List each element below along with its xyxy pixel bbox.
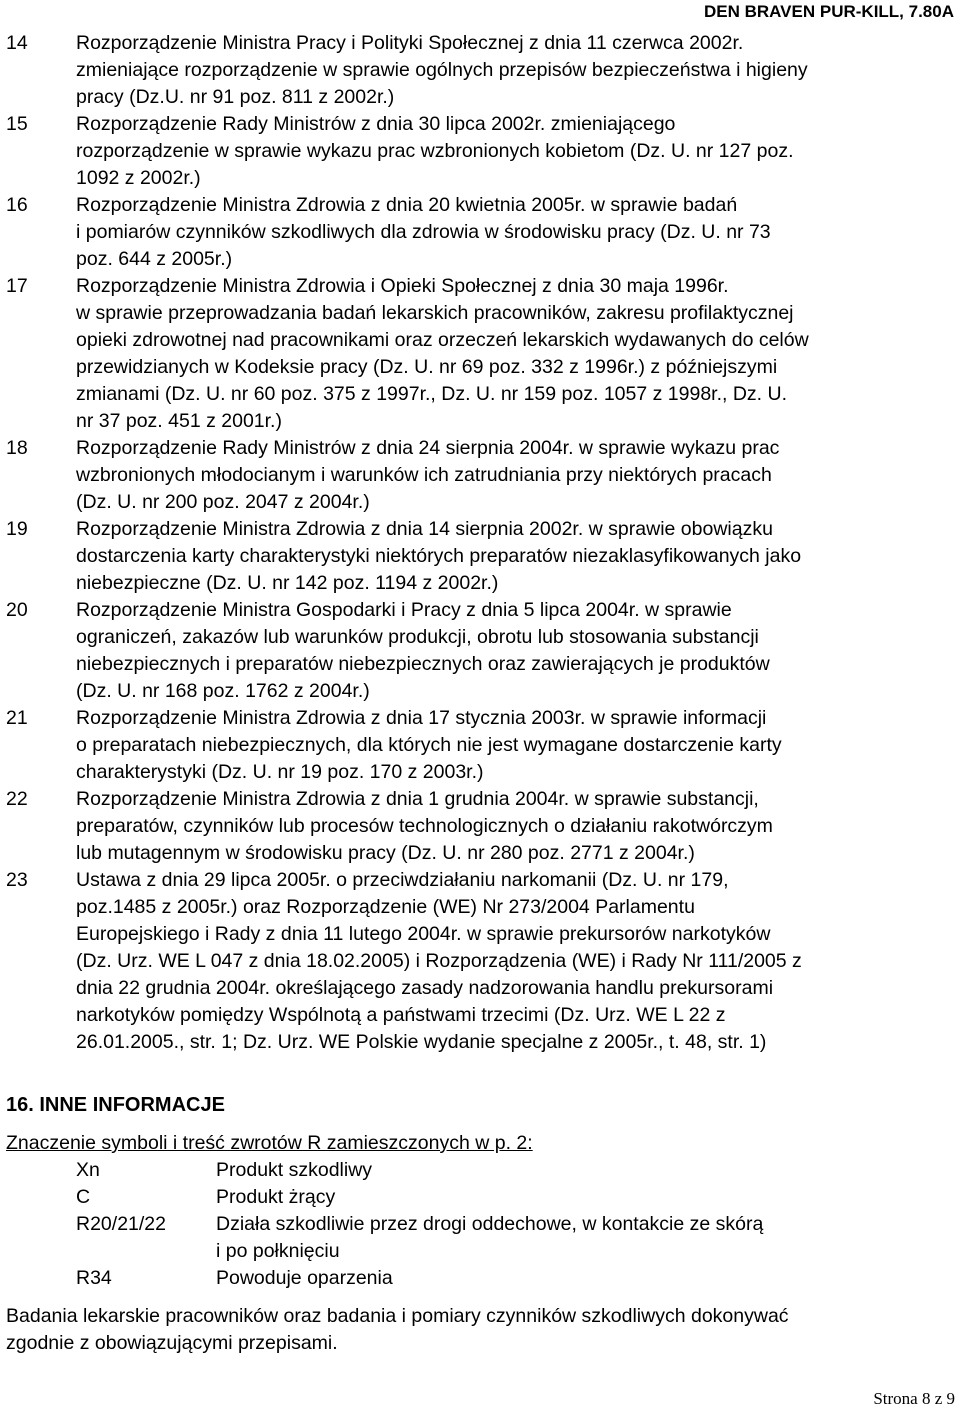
- symbol-description: Produkt żrący: [216, 1186, 336, 1208]
- section-title: 16. INNE INFORMACJE: [6, 1094, 225, 1116]
- reference-item: [6, 597, 956, 705]
- symbol-description: Działa szkodliwie przez drogi oddechowe, w kontakcie ze skórą i po połknięciu: [216, 1213, 764, 1262]
- symbols-legend: [76, 1157, 956, 1292]
- reference-text: Rozporządzenie Ministra Pracy i Polityki Społecznej z dnia 11 czerwca 2002r. zmieniające rozporządzenie w sprawie ogólnych przepisów bezpieczeństwa i higieny pracy (Dz.U. nr 91 poz. 811 z 2002r.): [76, 32, 808, 108]
- legend-heading: Znaczenie symboli i treść zwrotów R zamieszczonych w p. 2:: [6, 1132, 533, 1154]
- references-list: [6, 30, 956, 1056]
- reference-item: [6, 273, 956, 435]
- reference-number: 17: [6, 275, 28, 297]
- reference-text: Rozporządzenie Ministra Zdrowia z dnia 14 sierpnia 2002r. w sprawie obowiązku dostarczenia karty charakterystyki niektórych preparatów niezaklasyfikowanych jako niebezpieczne (Dz. U. nr 142 poz. 1194 z 2002r.): [76, 518, 802, 594]
- symbol-description: Powoduje oparzenia: [216, 1267, 393, 1289]
- reference-text: Rozporządzenie Ministra Zdrowia z dnia 20 kwietnia 2005r. w sprawie badań i pomiarów czynników szkodliwych dla zdrowia w środowisku pracy (Dz. U. nr 73 poz. 644 z 2005r.): [76, 194, 771, 270]
- reference-number: 15: [6, 113, 28, 135]
- reference-number: 19: [6, 518, 28, 540]
- symbol-row: [76, 1265, 956, 1292]
- reference-number: 21: [6, 707, 28, 729]
- reference-text: Rozporządzenie Rady Ministrów z dnia 30 lipca 2002r. zmieniającego rozporządzenie w sprawie wykazu prac wzbronionych kobietom (Dz. U. nr 127 poz. 1092 z 2002r.): [76, 113, 794, 189]
- reference-text: Rozporządzenie Ministra Zdrowia z dnia 1 grudnia 2004r. w sprawie substancji, preparatów, czynników lub procesów technologicznych o działaniu rakotwórczym lub mutagennym w środowisku pracy (Dz. U. nr 280 poz. 2771 z 2004r.): [76, 788, 773, 864]
- reference-text: Rozporządzenie Rady Ministrów z dnia 24 sierpnia 2004r. w sprawie wykazu prac wzbronionych młodocianym i warunków ich zatrudniania przy niektórych pracach (Dz. U. nr 200 poz. 2047 z 2004r.): [76, 437, 780, 513]
- reference-number: 20: [6, 599, 28, 621]
- symbol-description: Produkt szkodliwy: [216, 1159, 373, 1181]
- reference-item: [6, 111, 956, 192]
- reference-item: [6, 30, 956, 111]
- reference-item: [6, 867, 956, 1056]
- reference-number: 18: [6, 437, 28, 459]
- reference-item: [6, 786, 956, 867]
- reference-item: [6, 435, 956, 516]
- reference-item: [6, 705, 956, 786]
- symbol-code: R20/21/22: [76, 1213, 166, 1235]
- reference-item: [6, 192, 956, 273]
- reference-number: 14: [6, 32, 28, 54]
- symbol-row: [76, 1184, 956, 1211]
- reference-text: Rozporządzenie Ministra Gospodarki i Pracy z dnia 5 lipca 2004r. w sprawie ograniczeń, zakazów lub warunków produkcji, obrotu lub stosowania substancji niebezpiecznych i preparatów niebezpiecznych oraz zawierających je produktów (Dz. U. nr 168 poz. 1762 z 2004r.): [76, 599, 770, 702]
- reference-text: Rozporządzenie Ministra Zdrowia i Opieki Społecznej z dnia 30 maja 1996r. w sprawie przeprowadzania badań lekarskich pracowników, zakresu profilaktycznej opieki zdrowotnej nad pracownikami oraz orzeczeń lekarskich wydawanych do celów przewidzianych w Kodeksie pracy (Dz. U. nr 69 poz. 332 z 1996r.) z późniejszymi zmianami (Dz. U. nr 60 poz. 375 z 1997r., Dz. U. nr 159 poz. 1057 z 1998r., Dz. U. nr 37 poz. 451 z 2001r.): [76, 275, 809, 432]
- symbol-code: R34: [76, 1267, 112, 1289]
- symbol-row: [76, 1211, 956, 1265]
- reference-number: 23: [6, 869, 28, 891]
- document-header-title: DEN BRAVEN PUR-KILL, 7.80A: [704, 2, 954, 21]
- symbol-code: Xn: [76, 1159, 100, 1181]
- symbol-row: [76, 1157, 956, 1184]
- reference-text: Ustawa z dnia 29 lipca 2005r. o przeciwdziałaniu narkomanii (Dz. U. nr 179, poz.1485 z 2005r.) oraz Rozporządzenie (WE) Nr 273/2004 Parlamentu Europejskiego i Rady z dnia 11 lutego 2004r. w sprawie prekursorów narkotyków (Dz. Urz. WE L 047 z dnia 18.02.2005) i Rozporządzenia (WE) i Rady Nr 111/2005 z dnia 22 grudnia 2004r. określającego zasady nadzorowania handlu prekursorami narkotyków pomiędzy Wspólnotą a państwami trzecimi (Dz. Urz. WE L 22 z 26.01.2005., str. 1; Dz. Urz. WE Polskie wydanie specjalne z 2005r., t. 48, str. 1): [76, 869, 802, 1053]
- page-number: Strona 8 z 9: [873, 1389, 955, 1408]
- reference-number: 16: [6, 194, 28, 216]
- medical-exam-note: Badania lekarskie pracowników oraz badania i pomiary czynników szkodliwych dokonywać zgodnie z obowiązującymi przepisami.: [6, 1305, 789, 1354]
- reference-text: Rozporządzenie Ministra Zdrowia z dnia 17 stycznia 2003r. w sprawie informacji o preparatach niebezpiecznych, dla których nie jest wymagane dostarczenie karty charakterystyki (Dz. U. nr 19 poz. 170 z 2003r.): [76, 707, 782, 783]
- reference-item: [6, 516, 956, 597]
- symbol-code: C: [76, 1186, 91, 1208]
- reference-number: 22: [6, 788, 28, 810]
